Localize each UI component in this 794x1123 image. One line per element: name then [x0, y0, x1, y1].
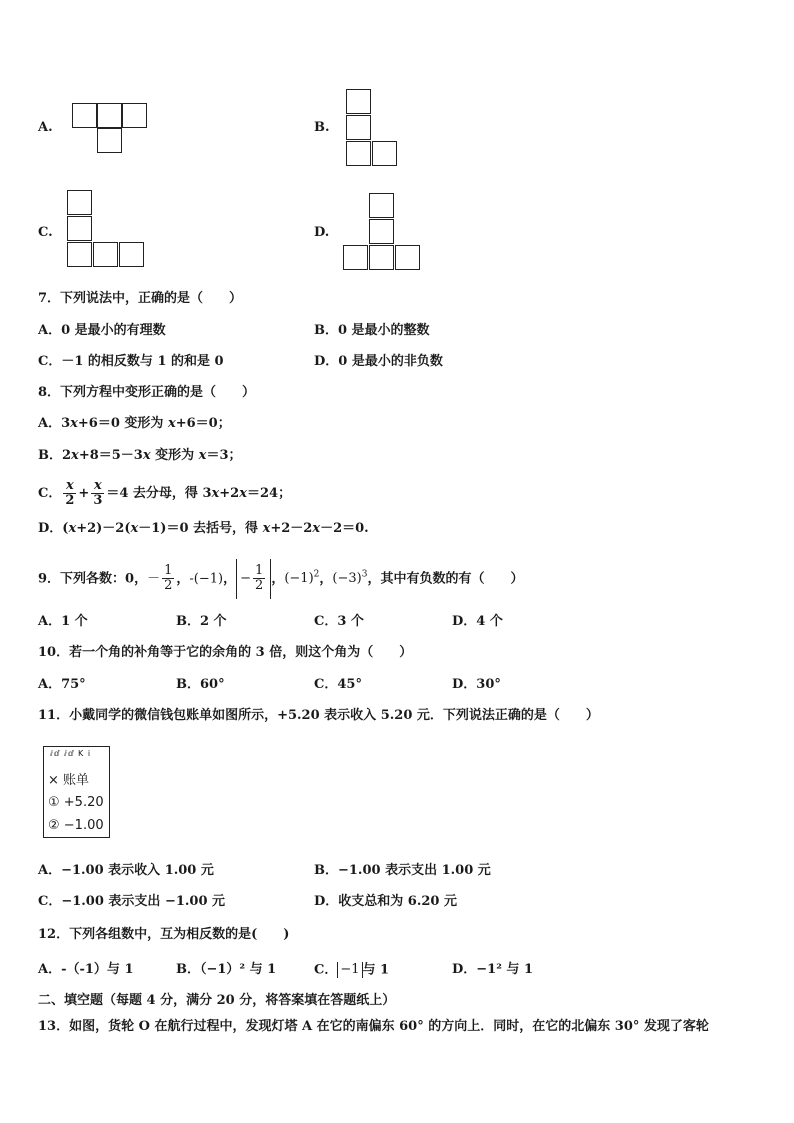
- phone-status-bar: ⅈⅆ ⅈⅆ K ⅰ: [50, 749, 92, 758]
- denominator: 3: [93, 493, 103, 508]
- fraction: [91, 479, 104, 508]
- net-cell: [343, 245, 368, 270]
- fraction-one-half: [162, 564, 174, 593]
- text: +8＝5－3: [78, 448, 143, 463]
- text: ＝4 去分母，得 3: [106, 486, 212, 501]
- q10-stem: 10．若一个角的补角等于它的余角的 3 倍，则这个角为（ ）: [38, 645, 413, 660]
- net-cell: [369, 245, 394, 270]
- text: +2－2: [270, 521, 313, 536]
- text: ，: [319, 571, 333, 587]
- text: ＝3；: [206, 448, 242, 463]
- var-x: x: [312, 521, 321, 536]
- var-x: x: [198, 448, 207, 463]
- base: (−3): [332, 571, 362, 587]
- denominator: 2: [65, 493, 75, 508]
- option-a-label: A.: [38, 120, 53, 135]
- net-figure-a: [72, 103, 152, 156]
- numerator: x: [63, 479, 76, 494]
- exponent: 3: [361, 570, 368, 580]
- q10-option-d: D．30°: [452, 677, 501, 692]
- fraction-one-half: [253, 564, 265, 593]
- net-cell: [93, 242, 118, 267]
- q12-option-d: D．−1² 与 1: [452, 962, 534, 977]
- text: +2: [219, 486, 240, 501]
- q7-stem: 7．下列说法中，正确的是（ ）: [38, 291, 243, 306]
- negative-sign: −: [240, 570, 252, 586]
- text: －2＝0.: [320, 521, 369, 536]
- base: (−1): [284, 571, 314, 587]
- exponent: 2: [313, 570, 320, 580]
- net-figure-d: [343, 193, 423, 273]
- numerator: 1: [255, 562, 264, 578]
- q8-stem: 8．下列方程中变形正确的是（ ）: [38, 385, 256, 400]
- net-figure-b: [346, 89, 401, 168]
- net-cell: [67, 216, 92, 241]
- text: ，其中有负数的有（ ）: [367, 571, 524, 587]
- q8-option-b: [38, 448, 241, 464]
- fraction: [63, 479, 76, 508]
- q11-option-c: C．−1.00 表示支出 −1.00 元: [38, 894, 226, 909]
- q10-option-a: A．75°: [38, 677, 86, 692]
- q12-stem: 12．下列各组数中，互为相反数的是( ): [38, 927, 290, 942]
- var-x: x: [262, 521, 271, 536]
- absolute-value: −1: [337, 962, 362, 978]
- var-x: x: [211, 486, 220, 501]
- net-cell: [97, 103, 122, 128]
- q13-stem: 13．如图，货轮 O 在航行过程中，发现灯塔 A 在它的南偏东 60° 的方向上．同时，在它的北偏东 30° 发现了客轮: [38, 1019, 709, 1034]
- text: ，: [176, 571, 190, 587]
- absolute-value: [236, 559, 271, 599]
- q8-option-a: [38, 416, 231, 432]
- option-c-label: C.: [38, 225, 53, 240]
- q9-option-d: D．4 个: [452, 614, 503, 629]
- q9-option-a: A．1 个: [38, 614, 88, 629]
- denominator: 2: [164, 578, 173, 594]
- power-term: [332, 571, 367, 586]
- text: ，: [271, 571, 285, 587]
- net-cell: [119, 242, 144, 267]
- power-term: [284, 571, 319, 586]
- bill-title: × 账单: [48, 773, 90, 788]
- numerator: x: [91, 479, 104, 494]
- net-cell: [67, 190, 92, 215]
- text: +6＝0；: [175, 416, 231, 431]
- q9-option-b: B．2 个: [176, 614, 227, 629]
- text: 与 1: [362, 962, 390, 978]
- denominator: 2: [255, 577, 264, 593]
- text: C．: [314, 962, 338, 978]
- text: －1)＝0 去括号，得: [138, 521, 263, 536]
- text: 变形为: [150, 448, 199, 463]
- section-heading: 二、填空题（每题 4 分，满分 20 分，将答案填在答题纸上）: [38, 993, 396, 1008]
- q11-option-a: A．−1.00 表示收入 1.00 元: [38, 863, 214, 878]
- q11-option-d: D．收支总和为 6.20 元: [314, 894, 457, 909]
- option-b-label: B.: [314, 120, 330, 135]
- net-cell: [346, 115, 371, 140]
- q7-option-b: B．0 是最小的整数: [314, 323, 430, 338]
- net-cell: [346, 89, 371, 114]
- net-cell: [395, 245, 420, 270]
- q11-stem: 11．小戴同学的微信钱包账单如图所示，+5.20 表示收入 5.20 元．下列说法正确的是（ ）: [38, 708, 599, 723]
- option-d-label: D.: [314, 225, 330, 240]
- bill-item-expense: ② −1.00: [48, 818, 104, 833]
- text: C．: [38, 486, 62, 501]
- text: A．3: [38, 416, 71, 431]
- text: B．2: [38, 448, 72, 463]
- net-cell: [67, 242, 92, 267]
- var-x: x: [142, 448, 151, 463]
- q12-option-b: B．（−1）² 与 1: [176, 962, 277, 977]
- var-x: x: [167, 416, 176, 431]
- q7-option-d: D．0 是最小的非负数: [314, 354, 443, 369]
- negative-sign: －: [147, 571, 161, 587]
- text: ，: [223, 571, 237, 587]
- q10-option-b: B．60°: [176, 677, 225, 692]
- text: +2)－2(: [76, 521, 131, 536]
- text: D．(: [38, 521, 69, 536]
- q8-option-d: [38, 521, 369, 537]
- q12-option-c: [314, 962, 389, 979]
- net-cell: [97, 128, 122, 153]
- negated-term: -(−1): [189, 571, 224, 587]
- net-cell: [369, 219, 394, 244]
- text: +: [78, 486, 90, 501]
- wechat-bill-figure: [43, 746, 110, 838]
- q8-option-c: [38, 474, 291, 516]
- net-cell: [346, 141, 371, 166]
- var-x: x: [70, 416, 78, 431]
- q7-option-a: A．0 是最小的有理数: [38, 323, 166, 338]
- net-figure-c: [67, 190, 147, 270]
- q9-stem: [38, 555, 523, 597]
- text: 9．下列各数：0，: [38, 571, 148, 587]
- text: ＝24；: [247, 486, 292, 501]
- q9-option-c: C．3 个: [314, 614, 364, 629]
- q12-option-a: A．-（-1）与 1: [38, 962, 134, 977]
- net-cell: [72, 103, 97, 128]
- var-x: x: [239, 486, 247, 501]
- var-x: x: [68, 521, 77, 536]
- numerator: 1: [164, 563, 173, 579]
- bill-item-income: ① +5.20: [48, 795, 104, 810]
- q10-option-c: C．45°: [314, 677, 362, 692]
- net-cell: [122, 103, 147, 128]
- q7-option-c: C．－1 的相反数与 1 的和是 0: [38, 354, 224, 369]
- var-x: x: [130, 521, 139, 536]
- net-cell: [372, 141, 397, 166]
- text: +6＝0 变形为: [77, 416, 168, 431]
- q11-option-b: B．−1.00 表示支出 1.00 元: [314, 863, 491, 878]
- var-x: x: [71, 448, 79, 463]
- net-cell: [369, 193, 394, 218]
